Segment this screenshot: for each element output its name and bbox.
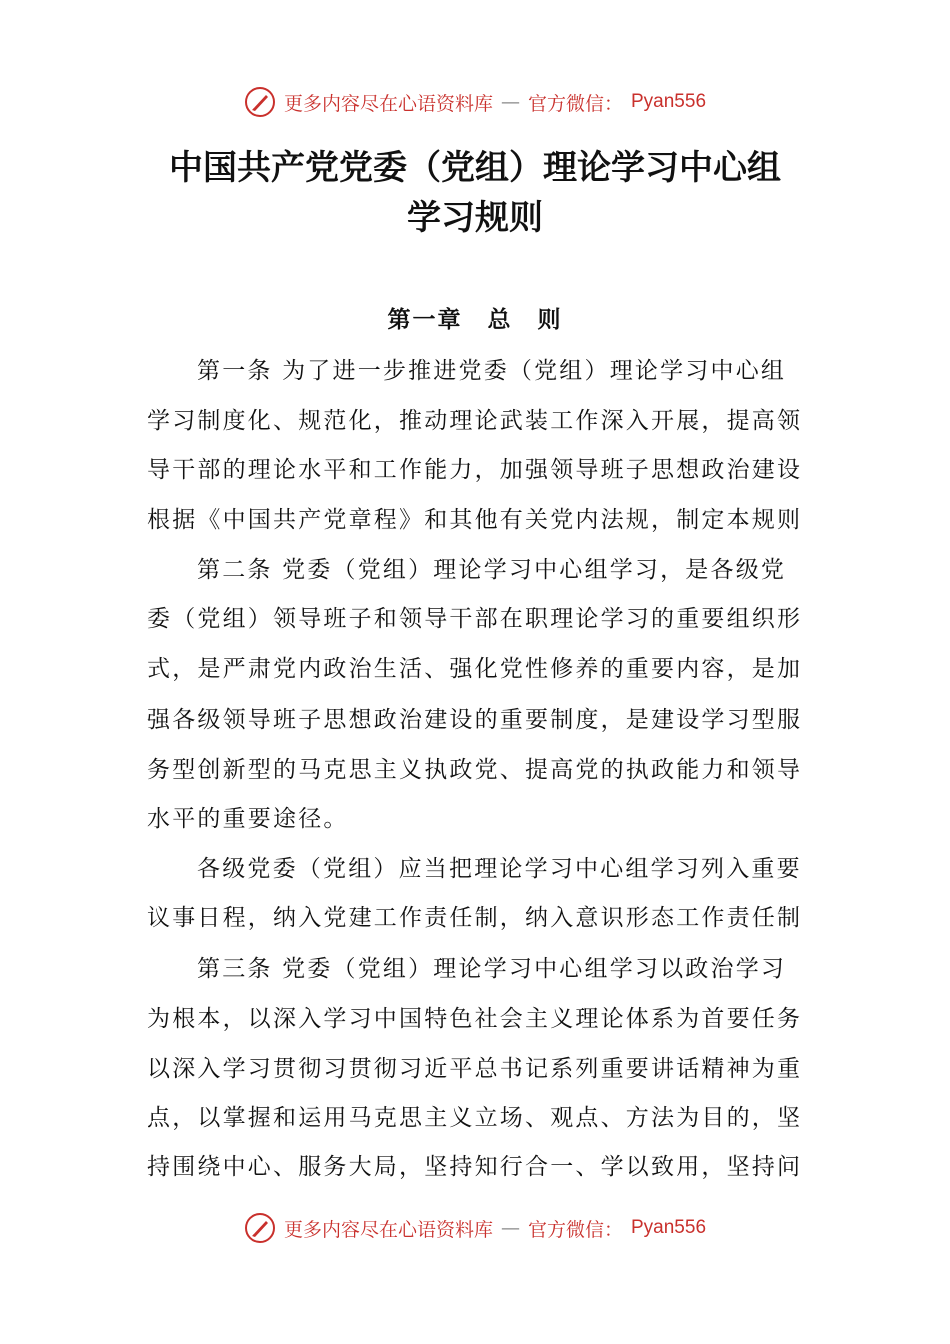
watermark-contact-label: 官方微信：	[527, 92, 623, 115]
body-line: 持围绕中心、服务大局，坚持知行合一、学以致用，坚持问	[147, 1154, 803, 1180]
watermark-handle: Pyan556	[631, 1217, 707, 1238]
footer-watermark	[0, 1212, 950, 1244]
quill-logo-icon	[244, 86, 276, 118]
body-line: 点，以掌握和运用马克思主义立场、观点、方法为目的，坚	[147, 1105, 803, 1131]
watermark-text: 更多内容尽在心语资料库	[283, 92, 493, 115]
body-line: 第二条 党委（党组）理论学习中心组学习，是各级党	[197, 557, 787, 583]
body-line: 委（党组）领导班子和领导干部在职理论学习的重要组织形	[147, 606, 803, 632]
body-line: 务型创新型的马克思主义执政党、提高党的执政能力和领导	[147, 757, 803, 783]
body-line: 水平的重要途径。	[147, 806, 349, 832]
document-title-line-1: 中国共产党党委（党组）理论学习中心组	[169, 148, 781, 188]
watermark-separator: —	[500, 91, 520, 113]
body-line: 学习制度化、规范化，推动理论武装工作深入开展，提高领	[147, 408, 803, 434]
body-line: 议事日程，纳入党建工作责任制，纳入意识形态工作责任制	[147, 905, 803, 931]
body-line: 根据《中国共产党章程》和其他有关党内法规，制定本规则	[147, 507, 803, 533]
body-line: 第三条 党委（党组）理论学习中心组学习以政治学习	[197, 956, 787, 982]
header-watermark	[0, 86, 950, 118]
body-line: 第一条 为了进一步推进党委（党组）理论学习中心组	[197, 358, 787, 384]
watermark-handle: Pyan556	[631, 91, 707, 112]
body-line: 为根本，以深入学习中国特色社会主义理论体系为首要任务	[147, 1006, 803, 1032]
document-title-line-2: 学习规则	[407, 198, 543, 238]
watermark-separator: —	[500, 1217, 520, 1239]
body-line: 导干部的理论水平和工作能力，加强领导班子思想政治建设	[147, 457, 803, 483]
watermark-contact-label: 官方微信：	[527, 1218, 623, 1241]
chapter-heading: 第一章 总 则	[387, 307, 563, 333]
body-line: 式，是严肃党内政治生活、强化党性修养的重要内容，是加	[147, 656, 803, 682]
body-line: 强各级领导班子思想政治建设的重要制度，是建设学习型服	[147, 707, 803, 733]
body-line: 以深入学习贯彻习贯彻习近平总书记系列重要讲话精神为重	[147, 1056, 803, 1082]
quill-logo-icon	[244, 1212, 276, 1244]
watermark-text: 更多内容尽在心语资料库	[283, 1218, 493, 1241]
body-line: 各级党委（党组）应当把理论学习中心组学习列入重要	[197, 856, 802, 882]
